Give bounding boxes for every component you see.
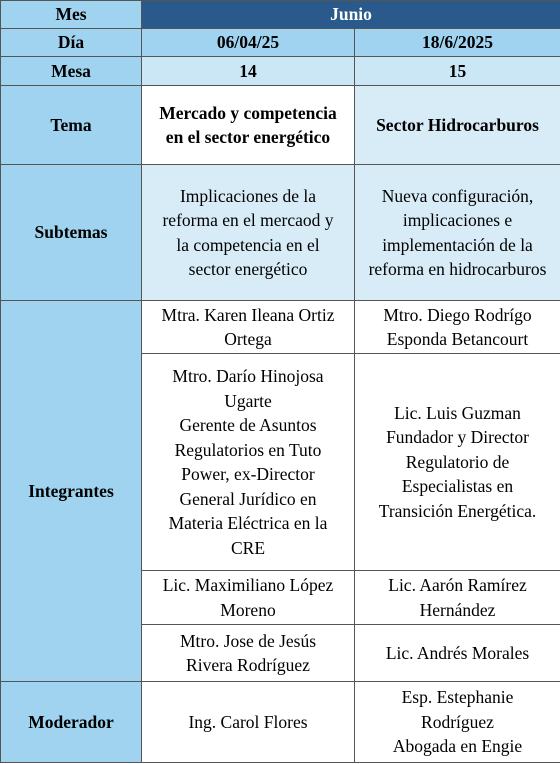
integrante-cell	[355, 354, 560, 571]
row-mesa	[1, 57, 560, 86]
integrante-line: Regulatorio de	[405, 451, 510, 472]
moderador-cell-1	[142, 682, 355, 763]
integrante-line: Rivera Rodríguez	[186, 655, 310, 675]
integrante-line: Power, ex-Director	[181, 464, 315, 484]
date-cell-2: 18/6/2025	[355, 29, 560, 57]
label-moderador: Moderador	[1, 682, 142, 763]
tema-cell-1	[142, 86, 355, 165]
moderador-cell-2	[355, 682, 560, 763]
label-integrantes: Integrantes	[1, 301, 142, 682]
integrante-cell	[142, 354, 355, 571]
tema-line: Sector Hidrocarburos	[376, 114, 539, 135]
integrante-line: Mtro. Darío Hinojosa	[172, 366, 324, 386]
label-subtemas: Subtemas	[1, 165, 142, 301]
label-mesa: Mesa	[1, 57, 142, 86]
integrante-cell	[355, 625, 560, 682]
label-mes: Mes	[1, 1, 142, 29]
subtema-line: implementación de la	[382, 234, 533, 255]
integrante-line: Mtro. Jose de Jesús	[179, 630, 317, 651]
row-moderador	[1, 682, 560, 763]
date-cell-1: 06/04/25	[142, 29, 355, 57]
integrante-line: Hernández	[419, 599, 496, 620]
integrante-line: Lic. Aarón Ramírez	[388, 575, 527, 595]
tema-cell-2	[355, 86, 560, 165]
integrante-line: Lic. Maximiliano López	[162, 575, 334, 595]
row-tema	[1, 86, 560, 165]
subtema-line: Implicaciones de la	[179, 185, 317, 206]
label-tema: Tema	[1, 86, 142, 165]
row-dia	[1, 29, 560, 57]
moderador-line: Esp. Estephanie	[401, 687, 514, 708]
integrante-line: Gerente de Asuntos	[179, 415, 317, 435]
row-integrante-1	[1, 301, 560, 354]
moderador-line: Rodríguez	[421, 711, 494, 732]
integrante-cell	[142, 301, 355, 354]
tema-line: Mercado y competencia	[159, 102, 337, 123]
subtemas-cell-2	[355, 165, 560, 301]
integrante-line: Lic. Luis Guzman	[394, 402, 521, 423]
moderador-line: Ing. Carol Flores	[188, 711, 308, 732]
subtemas-cell-1	[142, 165, 355, 301]
moderador-line: Abogada en Engie	[392, 736, 523, 757]
integrante-line: Transición Energética.	[378, 500, 537, 521]
integrante-line: Ugarte	[224, 390, 272, 411]
mesa-cell-2: 15	[355, 57, 560, 86]
month-cell: Junio	[142, 1, 560, 29]
integrante-line: Ortega	[224, 329, 272, 349]
subtema-line: reforma en el mercaod y	[162, 210, 334, 230]
integrante-line: Lic. Andrés Morales	[385, 642, 530, 663]
label-dia: Día	[1, 29, 142, 57]
integrante-line: General Jurídico en	[179, 488, 317, 509]
integrante-line: Materia Eléctrica en la	[168, 513, 328, 533]
subtema-line: implicaciones e	[402, 210, 513, 230]
tema-line: en el sector energético	[165, 127, 331, 147]
integrante-cell	[142, 571, 355, 625]
integrante-line: Regulatorios en Tuto	[174, 439, 322, 460]
integrante-line: Esponda Betancourt	[386, 329, 529, 349]
row-mes	[1, 1, 560, 29]
integrante-line: Especialistas en	[401, 476, 514, 497]
integrante-line: Moreno	[220, 599, 276, 620]
mesa-cell-1: 14	[142, 57, 355, 86]
integrante-line: Mtra. Karen Ileana Ortiz	[161, 304, 335, 325]
integrante-line: CRE	[230, 537, 266, 558]
subtema-line: sector energético	[188, 259, 308, 279]
integrante-line: Mtro. Diego Rodrígo	[383, 304, 532, 325]
integrante-cell	[142, 625, 355, 682]
integrante-line: Fundador y Director	[386, 427, 529, 448]
integrante-cell	[355, 571, 560, 625]
integrante-cell	[355, 301, 560, 354]
row-subtemas	[1, 165, 560, 301]
subtema-line: Nueva configuración,	[381, 185, 534, 206]
subtema-line: la competencia en el	[176, 234, 320, 255]
subtema-line: reforma en hidrocarburos	[368, 259, 547, 279]
